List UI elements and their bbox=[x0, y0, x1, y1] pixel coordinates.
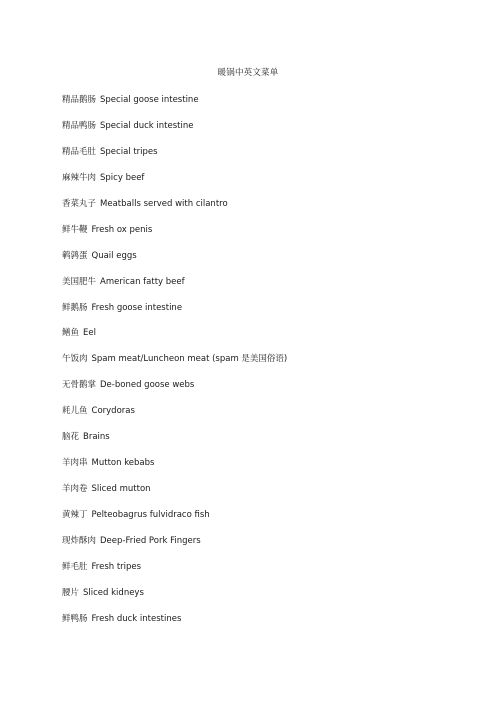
menu-item-english-name: Sliced mutton bbox=[91, 484, 151, 495]
menu-item-chinese-name: 鹌鹑蛋 bbox=[62, 250, 88, 261]
menu-item-english-name: Spicy beef bbox=[100, 172, 145, 183]
menu-item bbox=[62, 587, 462, 613]
menu-item bbox=[62, 457, 462, 483]
menu-item bbox=[62, 198, 462, 224]
menu-item bbox=[62, 405, 462, 431]
menu-item bbox=[62, 535, 462, 561]
menu-item-english-name: Eel bbox=[83, 328, 96, 339]
menu-item-chinese-name: 鳝鱼 bbox=[62, 328, 80, 339]
menu-item-english-name: Fresh duck intestines bbox=[91, 613, 182, 624]
menu-item-chinese-name: 鲜毛肚 bbox=[62, 561, 88, 572]
menu-item-english-name: Fresh tripes bbox=[91, 561, 142, 572]
menu-item-english-name: Special goose intestine bbox=[100, 95, 199, 105]
menu-item-chinese-name: 美国肥牛 bbox=[62, 276, 97, 287]
menu-item bbox=[62, 353, 462, 379]
menu-item-chinese-name: 无骨鹅掌 bbox=[62, 380, 97, 391]
menu-item bbox=[62, 146, 462, 172]
menu-item-english-name: Corydoras bbox=[91, 406, 135, 417]
menu-item-chinese-name: 腰片 bbox=[62, 587, 80, 598]
menu-item-chinese-name: 现炸酥肉 bbox=[62, 535, 97, 546]
menu-item-english-name: Sliced kidneys bbox=[83, 587, 144, 598]
menu-item bbox=[62, 561, 462, 587]
menu-item-english-name: American fatty beef bbox=[100, 276, 185, 287]
menu-item bbox=[62, 250, 462, 276]
menu-item-chinese-name: 鲜鹅肠 bbox=[62, 302, 88, 313]
menu-item-chinese-name: 羊肉卷 bbox=[62, 484, 88, 495]
menu-item bbox=[62, 224, 462, 250]
menu-item-chinese-name: 午饭肉 bbox=[62, 354, 88, 365]
menu-item-english-name: Special tripes bbox=[100, 146, 158, 157]
menu-item-english-name: Quail eggs bbox=[91, 250, 137, 261]
menu-item-english-name: Mutton kebabs bbox=[91, 458, 155, 469]
menu-item-english-name: De-boned goose webs bbox=[100, 380, 195, 391]
menu-item bbox=[62, 327, 462, 353]
menu-item bbox=[62, 509, 462, 535]
menu-item bbox=[62, 276, 462, 302]
menu-item-chinese-name: 香菜丸子 bbox=[62, 198, 97, 209]
document-title: 暖锅中英文菜单 bbox=[217, 68, 279, 78]
menu-item-chinese-name: 精品鸭肠 bbox=[62, 120, 97, 131]
menu-item-chinese-name: 黄辣丁 bbox=[62, 510, 88, 520]
menu-item bbox=[62, 613, 462, 639]
menu-item-english-name: Pelteobagrus fulvidraco fish bbox=[91, 510, 210, 520]
menu-item bbox=[62, 379, 462, 405]
menu-item-chinese-name: 鲜鸭肠 bbox=[62, 613, 88, 624]
menu-list bbox=[62, 94, 462, 639]
menu-item-chinese-name: 精品毛肚 bbox=[62, 146, 97, 157]
menu-item-chinese-name: 耗儿鱼 bbox=[62, 406, 88, 417]
menu-item bbox=[62, 302, 462, 328]
menu-item-chinese-name: 精品鹅肠 bbox=[62, 95, 97, 105]
menu-item bbox=[62, 120, 462, 146]
menu-item-english-name: Special duck intestine bbox=[100, 120, 194, 131]
menu-item-chinese-name: 鲜牛鞭 bbox=[62, 224, 88, 235]
menu-item bbox=[62, 172, 462, 198]
menu-item-chinese-name: 羊肉串 bbox=[62, 458, 88, 469]
menu-item bbox=[62, 94, 462, 120]
menu-item-english-name: Spam meat/Luncheon meat (spam 是美国俗语) bbox=[91, 354, 288, 365]
menu-item bbox=[62, 431, 462, 457]
menu-item-english-name: Fresh goose intestine bbox=[91, 302, 183, 313]
menu-item-chinese-name: 麻辣牛肉 bbox=[62, 172, 97, 183]
menu-item-english-name: Brains bbox=[83, 432, 110, 443]
menu-item-english-name: Fresh ox penis bbox=[91, 224, 153, 235]
menu-item-english-name: Deep-Fried Pork Fingers bbox=[100, 535, 201, 546]
menu-item bbox=[62, 483, 462, 509]
menu-item-chinese-name: 脑花 bbox=[62, 432, 80, 443]
menu-item-english-name: Meatballs served with cilantro bbox=[100, 198, 228, 209]
